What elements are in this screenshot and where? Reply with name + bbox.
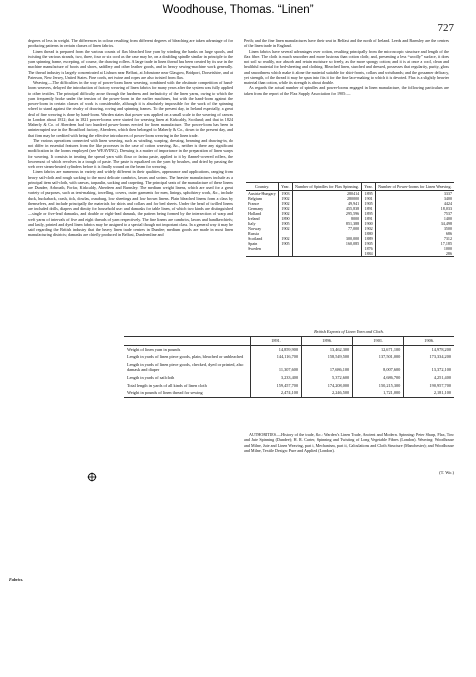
table-cell: 1905	[279, 221, 292, 226]
exports-table-row	[124, 389, 454, 397]
table-cell: 1902	[362, 226, 375, 231]
page-number: 727	[437, 22, 454, 34]
exports-table-row	[124, 345, 454, 353]
exports-table-row	[124, 361, 454, 374]
table-cell: 1890	[279, 216, 292, 221]
table-cell: 1901	[362, 196, 375, 201]
table-cell: Russia	[248, 231, 259, 236]
spindles-table-header	[246, 183, 454, 191]
table-cell: 2,474,100	[251, 389, 302, 397]
table-cell: Length in yards of sailcloth	[127, 374, 175, 380]
table-cell: 4,251,400	[404, 374, 454, 382]
table-cell: 14,859,900	[251, 345, 302, 353]
table-cell: Germany	[248, 206, 264, 211]
table-cell: 1902	[279, 206, 292, 211]
table-cell: 174,208,000	[302, 382, 353, 390]
table-cell: 13,372,100	[404, 361, 454, 374]
table-cell: Scotland	[248, 236, 263, 241]
table-cell: Weight in pounds of linen thread for sewing	[124, 389, 251, 397]
exports-header-1891: 1891.	[251, 337, 302, 346]
table-cell: 295,596	[292, 211, 362, 216]
table-cell: 1884	[362, 251, 375, 257]
table-cell: 1902	[279, 226, 292, 231]
exports-table-row	[124, 374, 454, 382]
table-cell: 1876	[362, 246, 375, 251]
table-cell: 2,181,100	[404, 389, 454, 397]
table-cell: 1895	[362, 211, 375, 216]
right-column	[244, 38, 449, 96]
table-cell: Sweden	[248, 246, 261, 251]
exports-header-1896: 1896.	[302, 337, 353, 346]
exports-table	[124, 336, 454, 398]
right-paragraph-1: Perth; and the fine linen manufactures have their seat in Belfast and the north of Ireland. Leeds and Barnsley are the centres of the linen trade in England.	[244, 38, 449, 49]
table-cell: 1902	[279, 236, 292, 241]
table-cell: 1903	[279, 191, 292, 197]
table-cell: 1902	[279, 196, 292, 201]
table-cell: 1400	[375, 216, 454, 221]
table-cell	[279, 251, 292, 257]
table-cell: Length in yards of linen piece goods, checked, dyed or printed, also damask and diaper	[127, 361, 244, 373]
header-year-2: Year.	[362, 183, 375, 191]
table-cell: Austria-Hungary	[248, 191, 276, 196]
table-cell: 286	[375, 251, 454, 257]
table-cell: 158,549,500	[302, 353, 353, 361]
table-cell: 160,085	[292, 241, 362, 246]
exports-header-1901: 1901.	[353, 337, 404, 346]
table-cell: Holland	[248, 211, 262, 216]
left-paragraph-2: Linen thread is prepared from the various counts of flax bleached line yarn by winding the hanks on large spools, and twisting the various strands, two, three, four or six cord as the case may be, on a doubling spindle similar in principle to the yarn spinning frame, excepting, of course, the drawing rollers. A large trade in linen thread has been created by its use in the machine manufacture of boots and shoes, saddlery and other leather goods, and in heavy sewing-machine work generally. The thread industry is largely concentrated at Lisburn near Belfast, at Johnstone near Glasgow, Bridport, Dorsetshire, and at Paterson, New Jersey, United States. Fine cords, net twine and ropes are also twisted from flax.	[28, 48, 233, 80]
table-cell	[246, 251, 279, 257]
table-cell: Belgium	[248, 196, 263, 201]
table-cell: 1902	[279, 201, 292, 206]
table-cell: 49,941	[292, 201, 362, 206]
table-cell: 3500	[375, 226, 454, 231]
table-cell: 14,978,200	[404, 345, 454, 353]
authorities-paragraph: AUTHORITIES.—History of the trade, &c.: Warden’s Linen Trade, Ancient and Modern. Spinning: Peter Sharp, Flax, Tow and Jute Spinning (Dundee); H. R. Carter, Spinning and Twisting of Long Vegetable Fibres (London). Weaving: Woodhouse and Milne, Jute and Linen Weaving, part i, Mechanism, part ii, Calculations and Cloth Structure (Manchester); and Woodhouse and Milne, Textile Design: Pure and Applied (London).	[244, 432, 454, 453]
table-cell: 4424	[375, 201, 454, 206]
table-cell: 5,372,600	[302, 374, 353, 382]
header-looms: Number of Power-looms for Linen Weaving.	[375, 183, 454, 191]
table-cell: 2,246,500	[302, 389, 353, 397]
table-cell: 3400	[375, 196, 454, 201]
table-cell: 1902	[279, 211, 292, 216]
table-cell: 159,457,700	[251, 382, 302, 390]
header-year-1: Year.	[279, 183, 292, 191]
table-cell: 1889	[362, 236, 375, 241]
table-cell: Total length in yards of all kinds of linen cloth	[127, 382, 207, 388]
table-cell: 7312	[375, 236, 454, 241]
right-paragraph-2: Linen fabrics have several advantages over cotton, resulting principally from the microscopic structure and length of the flax fibre. The cloth is much smoother and more lustrous than cotton cloth; and, presenting a less “woolly” surface, it does not soil so readily, nor absorb and retain moisture so freely, as the more spongy cotton; and it is at once a cool, clean and healthful material for bed-sheeting and clothing. Bleached linen, starched and dressed, possesses that regularity, purity, gloss and smoothness which make it alone the material suitable for shirt-fronts, collars and wristbands; and the gossamer delicacy, yet strength, of the thread it may be spun into fits it for the fine lace-making to which it is devoted. Flax is a slightly heavier material than cotton, while its strength is about double.	[244, 48, 449, 85]
table-cell: 190,957,700	[404, 382, 454, 390]
table-cell: 280000	[292, 196, 362, 201]
table-cell: Weight of linen yarn in pounds	[127, 346, 181, 352]
table-cell: 4,686,700	[353, 374, 404, 382]
table-cell: 1891	[362, 216, 375, 221]
table-cell: 1,721,000	[353, 389, 404, 397]
table-cell: 1900	[362, 221, 375, 226]
left-paragraph-3: Weaving.—The difficulties in the way of power-loom linen weaving, combined with the obstinate competition of hand-loom weavers, delayed the introduction of factory weaving of linen fabrics for many years after the system was fully applied to other textiles. The principal difficulty arose through the hardness and inelasticity of the linen yarns, owing to which the yarn frequently broke under the tension of the power-loom in the earlier machines, but with the hand-loom against the power-loom in certain classes of work is considerable, although it is absolutely impossible for the work of the spinning wheel to stand against the rivalry of drawing, roving and spinning frames. To the present day, in Ireland especially, a great deal of fine weaving is done by hand-loom. Warden states that power was applied on a small scale to the weaving of canvas in London about 1812; that in 1821 power-looms were started for weaving linen at Kirkcaldy, Scotland; and that in 1824 Maberly & Co. of Aberdeen had two hundred power-looms erected for linen manufacture. The power-loom has been in uninterrupted use in the Broadford factory, Aberdeen, which then belonged to Maberly & Co., down to the present day, and that firm may be credited with being the effective introducers of power-loom weaving in the linen trade.	[28, 80, 233, 138]
left-paragraph-5: Linen fabrics are numerous in variety and widely different in their qualities, appearance and applications, ranging from heavy sail-cloth and rough sacking to the most delicate cambrics, lawns and scrims. The heavier manufactures include as a principal item sail-cloth, with canvas, tarpaulin, sacking and carpeting. The principal seats of the manufacture of these linens are Dundee, Arbroath, Forfar, Kirkcaldy, Aberdeen and Barnsley. The medium weight linens, which are used for a great variety of purposes, such as tent-making, towelling, covers, outer garments for men, linings, upholstery work, &c., include duck, huckaback, crash, tick, dowlas, osnaburg, low sheetings and low brown linens. Plain bleached linens form a class by themselves, and include principally the materials for shirts and collars and for bed sheets. Under the head of twilled linens are included drills, diapers and dimity for household use: and damasks for table linen, of which two kinds are distinguished—single or five-lead damasks, and double or eight-lead damask, the pattern being formed by the intersection of warp and weft yarns of intervals of five and eight threads of yarn respectively. The fine linens are cambrics, lawns and handkerchiefs; and lastly, printed and dyed linen fabrics may be assigned to a special though not important class. In a general way it may be said regarding the British industry that the heavy linen trade centres in Dundee; medium goods are made in most linen manufacturing districts; damasks are chiefly produced in Belfast, Dunfermline and	[28, 169, 233, 238]
table-cell: 8,007,600	[353, 361, 404, 374]
left-paragraph-4: The various operations connected with linen weaving, such as winding, warping, dressing, beaming and drawing-in, do not differ in essential features from the like processes in the case of cotton weaving, &c., neither is there any significant modification in the looms employed (see WEAVING). Dressing is a matter of importance in the preparation of linen warps for weaving. It consists in treating the spread yarn with flour or farina paste, applied to it by flannel-covered rollers, the lowermost of which revolves in a trough of paste. The paste is equalized on the yarn by brushes, and dried by passing the web over steam-heated cylinders before it is finally wound on the beam for weaving.	[28, 137, 233, 169]
table-cell: 1905	[362, 201, 375, 206]
table-cell: 18,033	[375, 206, 454, 211]
table-cell: 1000	[375, 246, 454, 251]
table-cell: 3,233,400	[251, 374, 302, 382]
table-cell: 851,388	[292, 221, 362, 226]
table-cell: 173,334,200	[404, 353, 454, 361]
table-cell: 1905	[279, 241, 292, 246]
spindles-table-row	[246, 251, 454, 257]
table-cell: Italy	[248, 221, 256, 226]
author-initials: (T. Wo.)	[439, 470, 454, 475]
table-cell: 144,116,700	[251, 353, 302, 361]
header-spindles: Number of Spindles for Flax Spinning.	[292, 183, 362, 191]
exports-table-row	[124, 353, 454, 361]
cursor-crosshair-icon	[87, 472, 97, 482]
table-cell: 1880	[362, 231, 375, 236]
left-column	[28, 38, 233, 238]
table-cell: France	[248, 201, 260, 206]
exports-table-header	[124, 337, 454, 346]
exports-table-row	[124, 382, 454, 390]
exports-caption: British Exports of Linen Yarn and Cloth.	[314, 329, 384, 334]
table-cell: 77,000	[292, 226, 362, 231]
exports-header-blank	[124, 337, 251, 346]
table-cell: 12,671,100	[353, 345, 404, 353]
table-cell: 455,838	[292, 206, 362, 211]
table-cell: 34,498	[375, 221, 454, 226]
table-cell: 11,307,600	[251, 361, 302, 374]
table-cell: 300,000	[292, 236, 362, 241]
table-cell: Norway	[248, 226, 262, 231]
table-cell	[292, 251, 362, 257]
table-cell: 150,215,300	[353, 382, 404, 390]
table-cell: 8000	[292, 216, 362, 221]
table-cell: 17,185	[375, 241, 454, 246]
header-country: Country.	[246, 183, 279, 191]
table-cell: 13,462,300	[302, 345, 353, 353]
table-cell: 137,501,000	[353, 353, 404, 361]
table-cell: 1905	[362, 241, 375, 246]
margin-label-fabrics: Fabrics.	[9, 577, 24, 582]
table-cell: 17,686,100	[302, 361, 353, 374]
table-cell: 7537	[375, 211, 454, 216]
exports-header-1906: 1906.	[404, 337, 454, 346]
page-title: Woodhouse, Thomas. “Linen”	[162, 4, 314, 16]
spindles-looms-table	[246, 182, 454, 257]
table-cell: 1895	[362, 191, 375, 197]
table-cell: 686	[375, 231, 454, 236]
table-cell: Spain	[248, 241, 258, 246]
right-paragraph-3: As regards the actual number of spindles and power-looms engaged in linen manufacture, the following particulars are taken from the report of the Flax Supply Association for 1905:—	[244, 85, 449, 96]
table-cell: 280414	[292, 191, 362, 197]
left-paragraph-1: degrees of less in weight. The differences in colour resulting from different degrees of bleaching are taken advantage of for producing patterns in certain classes of linen fabrics.	[28, 38, 233, 49]
table-cell: 1891	[362, 206, 375, 211]
table-cell: 3337	[375, 191, 454, 197]
table-cell: Ireland	[248, 216, 260, 221]
table-cell: Length in yards of linen piece goods, plain, bleached or unbleached	[127, 354, 244, 360]
